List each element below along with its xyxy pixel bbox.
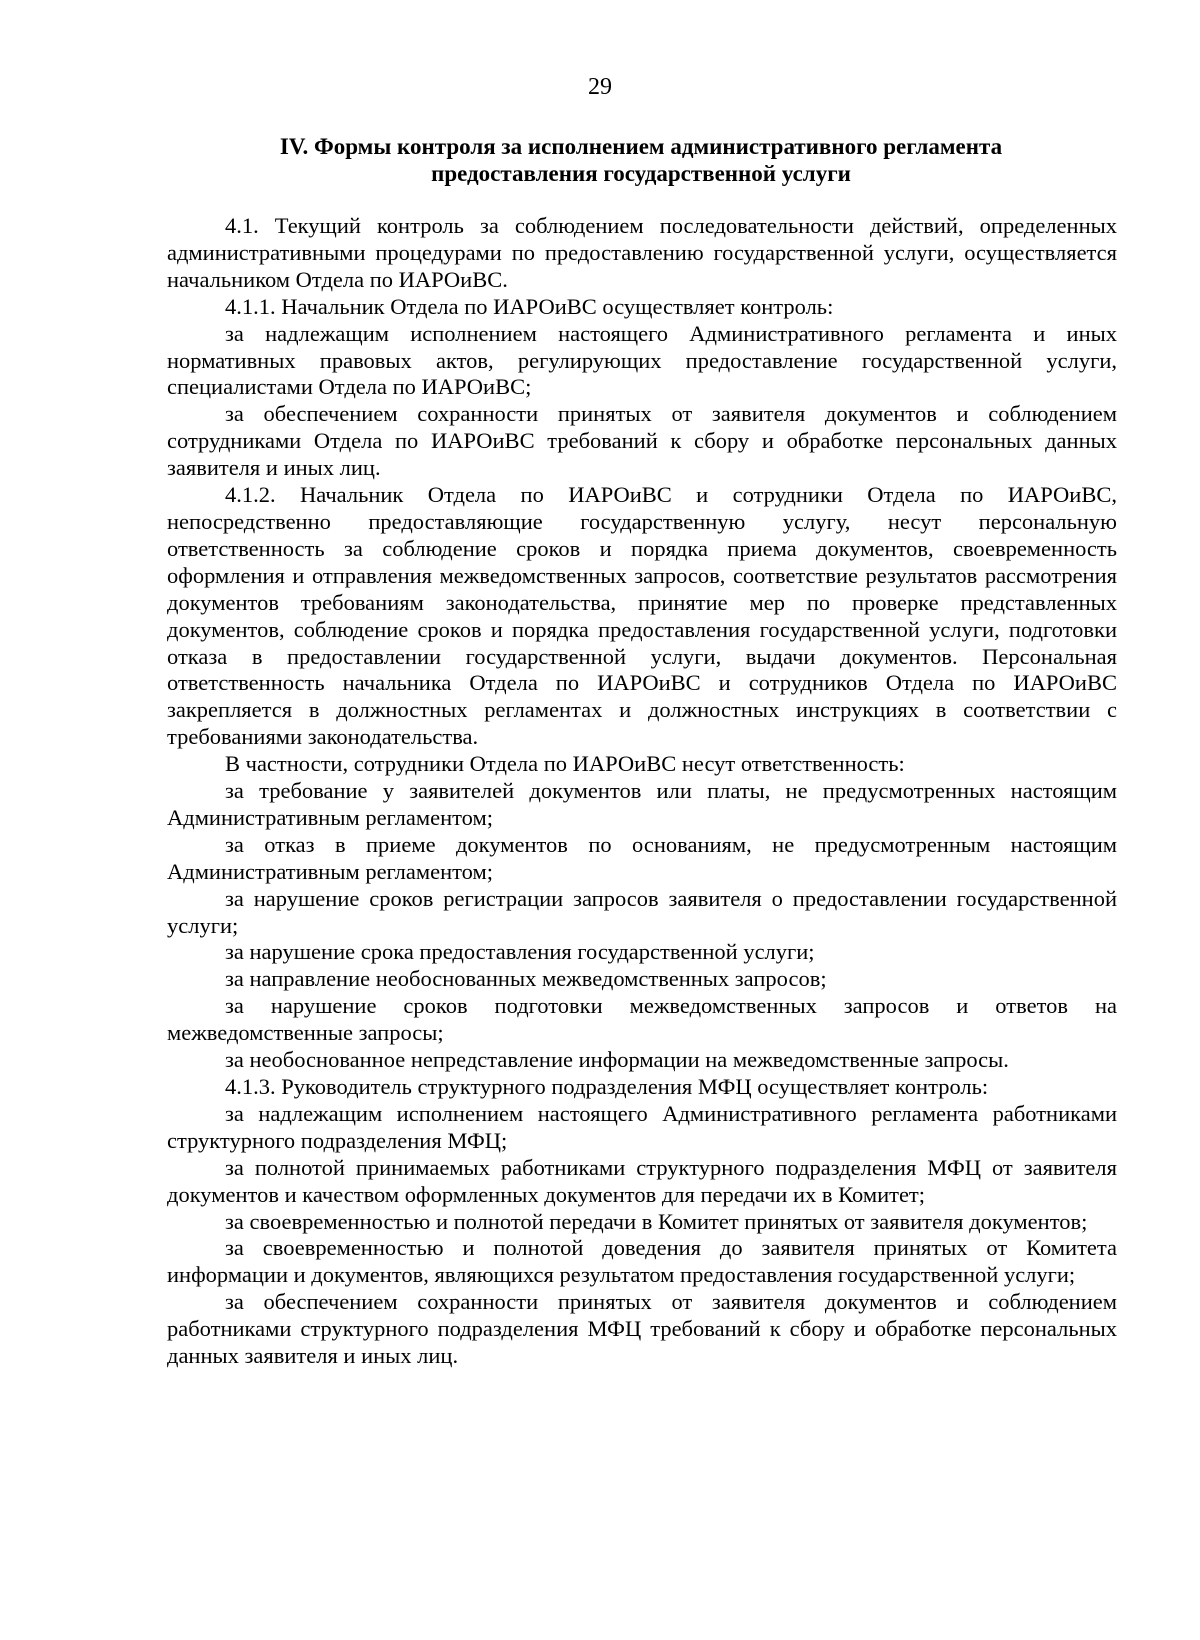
paragraph-control-safety: за обеспечением сохранности принятых от заявителя документов и соблюдением сотрудниками Отдела по ИАРОиВС требований к сбору и обработке персональных данных заявителя и иных лиц. <box>167 401 1117 481</box>
paragraph-responsibility-3: за нарушение сроков регистрации запросов заявителя о предоставлении государственной услуги; <box>167 885 1117 938</box>
paragraph-4-1-1: 4.1.1. Начальник Отдела по ИАРОиВС осуществляет контроль: <box>225 293 834 319</box>
paragraph-mfc-control-1: за надлежащим исполнением настоящего Административного регламента работниками структурного подразделения МФЦ; <box>167 1100 1117 1153</box>
paragraph-responsibility-intro: В частности, сотрудники Отдела по ИАРОиВС несут ответственность: <box>225 751 905 777</box>
section-title-line-2: предоставления государственной услуги <box>431 161 851 186</box>
paragraph-4-1: 4.1. Текущий контроль за соблюдением последовательности действий, определенных административными процедурами по предоставлению государственной услуги, осуществляется начальником Отдела по ИАРОиВС. <box>167 213 1117 292</box>
paragraph-mfc-control-4: за своевременностью и полнотой доведения до заявителя принятых от Комитета информации и документов, являющихся результатом предоставления государственной услуги; <box>167 1235 1117 1288</box>
paragraph-mfc-control-2: за полнотой принимаемых работниками структурного подразделения МФЦ от заявителя документов и качеством оформленных документов для передачи их в Комитет; <box>167 1154 1117 1207</box>
paragraph-responsibility-4: за нарушение срока предоставления государственной услуги; <box>225 939 815 965</box>
paragraph-responsibility-1: за требование у заявителей документов или платы, не предусмотренных настоящим Административным регламентом; <box>167 778 1117 830</box>
page-number: 29 <box>588 74 612 100</box>
paragraph-4-1-3: 4.1.3. Руководитель структурного подразделения МФЦ осуществляет контроль: <box>225 1074 989 1099</box>
paragraph-responsibility-6: за нарушение сроков подготовки межведомственных запросов и ответов на межведомственные запросы; <box>167 993 1117 1046</box>
paragraph-mfc-control-3: за своевременностью и полнотой передачи в Комитет принятых от заявителя документов; <box>225 1208 1088 1234</box>
paragraph-mfc-control-5: за обеспечением сохранности принятых от заявителя документов и соблюдением работниками структурного подразделения МФЦ требований к сбору и обработке персональных данных заявителя и иных лиц. <box>167 1289 1117 1369</box>
section-title <box>165 133 1117 187</box>
paragraph-responsibility-5: за направление необоснованных межведомственных запросов; <box>225 966 827 992</box>
document-body <box>167 213 1117 1370</box>
paragraph-control-regulation: за надлежащим исполнением настоящего Административного регламента и иных нормативных правовых актов, регулирующих предоставление государственной услуги, специалистами Отдела по ИАРОиВС; <box>167 320 1117 400</box>
paragraph-responsibility-7: за необоснованное непредставление информации на межведомственные запросы. <box>225 1047 1009 1073</box>
section-title-line-1: IV. Формы контроля за исполнением административного регламента <box>279 134 1003 159</box>
paragraph-4-1-2: 4.1.2. Начальник Отдела по ИАРОиВС и сотрудники Отдела по ИАРОиВС, непосредственно предоставляющие государственную услугу, несут персональную ответственность за соблюдение сроков и порядка приема документов, своевременность оформления и отправления межведомственных запросов, соответствие результатов рассмотрения документов требованиям законодательства, принятие мер по проверке представленных документов, соблюдение сроков и порядка предоставления государственной услуги, подготовки отказа в предоставлении государственной услуги, выдачи документов. Персональная ответственность начальника Отдела по ИАРОиВС и сотрудников Отдела по ИАРОиВС закрепляется в должностных регламентах и должностных инструкциях в соответствии с требованиями законодательства. <box>167 482 1117 750</box>
paragraph-responsibility-2: за отказ в приеме документов по основаниям, не предусмотренным настоящим Административным регламентом; <box>167 831 1117 884</box>
